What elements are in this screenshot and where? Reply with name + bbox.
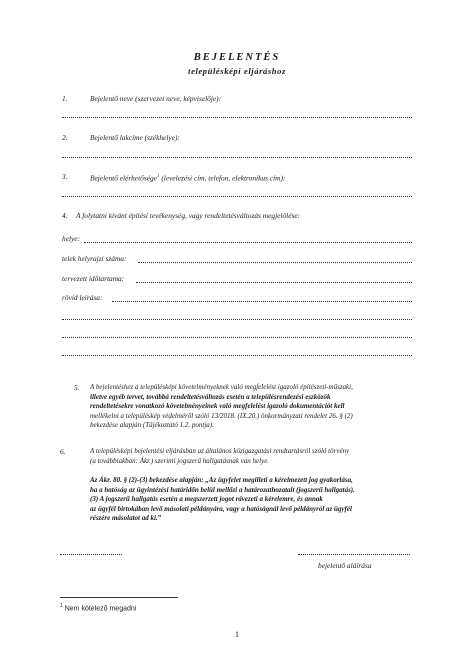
item-5-line: mellékelni a településkép védelméről szóló 13/2018. (IX.20.) önkormányzati rendelet 26. § (2) (90, 411, 353, 420)
item-3-dotted-line[interactable] (62, 196, 412, 197)
field-helyrajzi-label: telek helyrajzi száma: (62, 254, 127, 263)
item-2-number: 2. (62, 133, 68, 142)
footnote-mark: 1 (60, 603, 63, 609)
item-6-line: (a továbbiakban: Ákr.) szerinti jogszerű hallgatásnak van helye. (90, 456, 270, 465)
field-leiras-line-4[interactable] (62, 355, 412, 356)
item-5-line: A bejelentéshez a településképi követelményeknek való megfelelést igazoló építészeti-műszaki, (90, 383, 353, 391)
item-5-line: illetve egyéb tervet, továbbá rendeltetésváltozás esetén a településrendezési eszközök (90, 392, 331, 401)
item-1-label: Bejelentő neve (szervezet neve, képviselője): (90, 94, 222, 103)
item-3-label (90, 172, 285, 182)
field-helye-label: helye: (62, 234, 81, 243)
item-6-quote-line: részére másolatot ad ki.” (90, 514, 162, 523)
item-6-number: 6. (60, 447, 66, 456)
signature-line[interactable] (298, 554, 410, 555)
field-leiras-line-3[interactable] (62, 337, 412, 338)
item-5-line: bekezdése alapján (Tájékoztató 1.2. pontja). (90, 421, 214, 430)
item-5-number: 5. (74, 383, 80, 392)
field-leiras-line[interactable] (112, 301, 412, 302)
item-2-label: Bejelentő lakcíme (székhelye): (90, 133, 180, 142)
item-1-dotted-line[interactable] (62, 117, 412, 118)
page-number: 1 (235, 630, 239, 639)
form-subtitle: településképi eljáráshoz (188, 66, 286, 76)
footnote-divider (60, 597, 178, 598)
item-5-paragraph (90, 383, 430, 431)
field-idotartam-line[interactable] (136, 282, 412, 283)
item-4-label: A folytatni kívánt építési tevékenység, vagy rendeltetésváltozás megjelölése: (76, 211, 301, 220)
footnote-text: Nem kötelező megadni (64, 605, 137, 613)
item-3-label-rest: (levelezési cím, telefon, elektronikus cím): (159, 173, 286, 183)
item-6-quote-line: ha a hatóság az ügyintézési határidőn belül mellőzi a határozathozatalt (jogszerű hallgatás). (90, 485, 355, 494)
item-6-paragraph (90, 447, 430, 466)
item-6-quote (90, 476, 430, 524)
item-4-number: 4. (62, 211, 68, 220)
item-5-line: rendeltetésekre vonatkozó követelményeinek való megfelelést igazoló dokumentációt kell (90, 402, 345, 411)
item-6-line: A településképi bejelentési eljárásban az általános közigazgatási rendtartásról szóló törvény (90, 447, 350, 455)
field-idotartam-label: tervezett időtartama: (62, 274, 125, 283)
field-helyrajzi-line[interactable] (138, 262, 412, 263)
item-1-number: 1. (62, 94, 68, 103)
item-3-number: 3. (62, 172, 68, 181)
item-6-quote-line: az ügyfél birtokában levő másolati példányára, vagy a hatóságnál levő példányról az ügyfél (90, 504, 352, 513)
field-leiras-label: rövid leírása: (62, 293, 103, 302)
item-3-label-main: Bejelentő elérhetősége (90, 173, 157, 183)
footnote (60, 603, 136, 612)
field-leiras-line-2[interactable] (62, 319, 412, 320)
item-3-footnote-mark: 1 (156, 174, 160, 179)
item-6-quote-line: (3) A jogszerű hallgatás esetén a megszerzett jogot rávezeti a kérelemre, és annak (90, 495, 323, 504)
form-title: BEJELENTÉS (193, 52, 281, 63)
item-6-quote-line: Az Ákr. 80. § (2)-(3) bekezdése alapján: „Az ügyfelet megilleti a kérelmezett jog gyakorlása, (90, 476, 353, 484)
field-helye-line[interactable] (84, 242, 412, 243)
date-line[interactable] (60, 554, 122, 555)
signature-label: bejelentő aláírása (318, 561, 372, 570)
item-2-dotted-line[interactable] (62, 157, 412, 158)
